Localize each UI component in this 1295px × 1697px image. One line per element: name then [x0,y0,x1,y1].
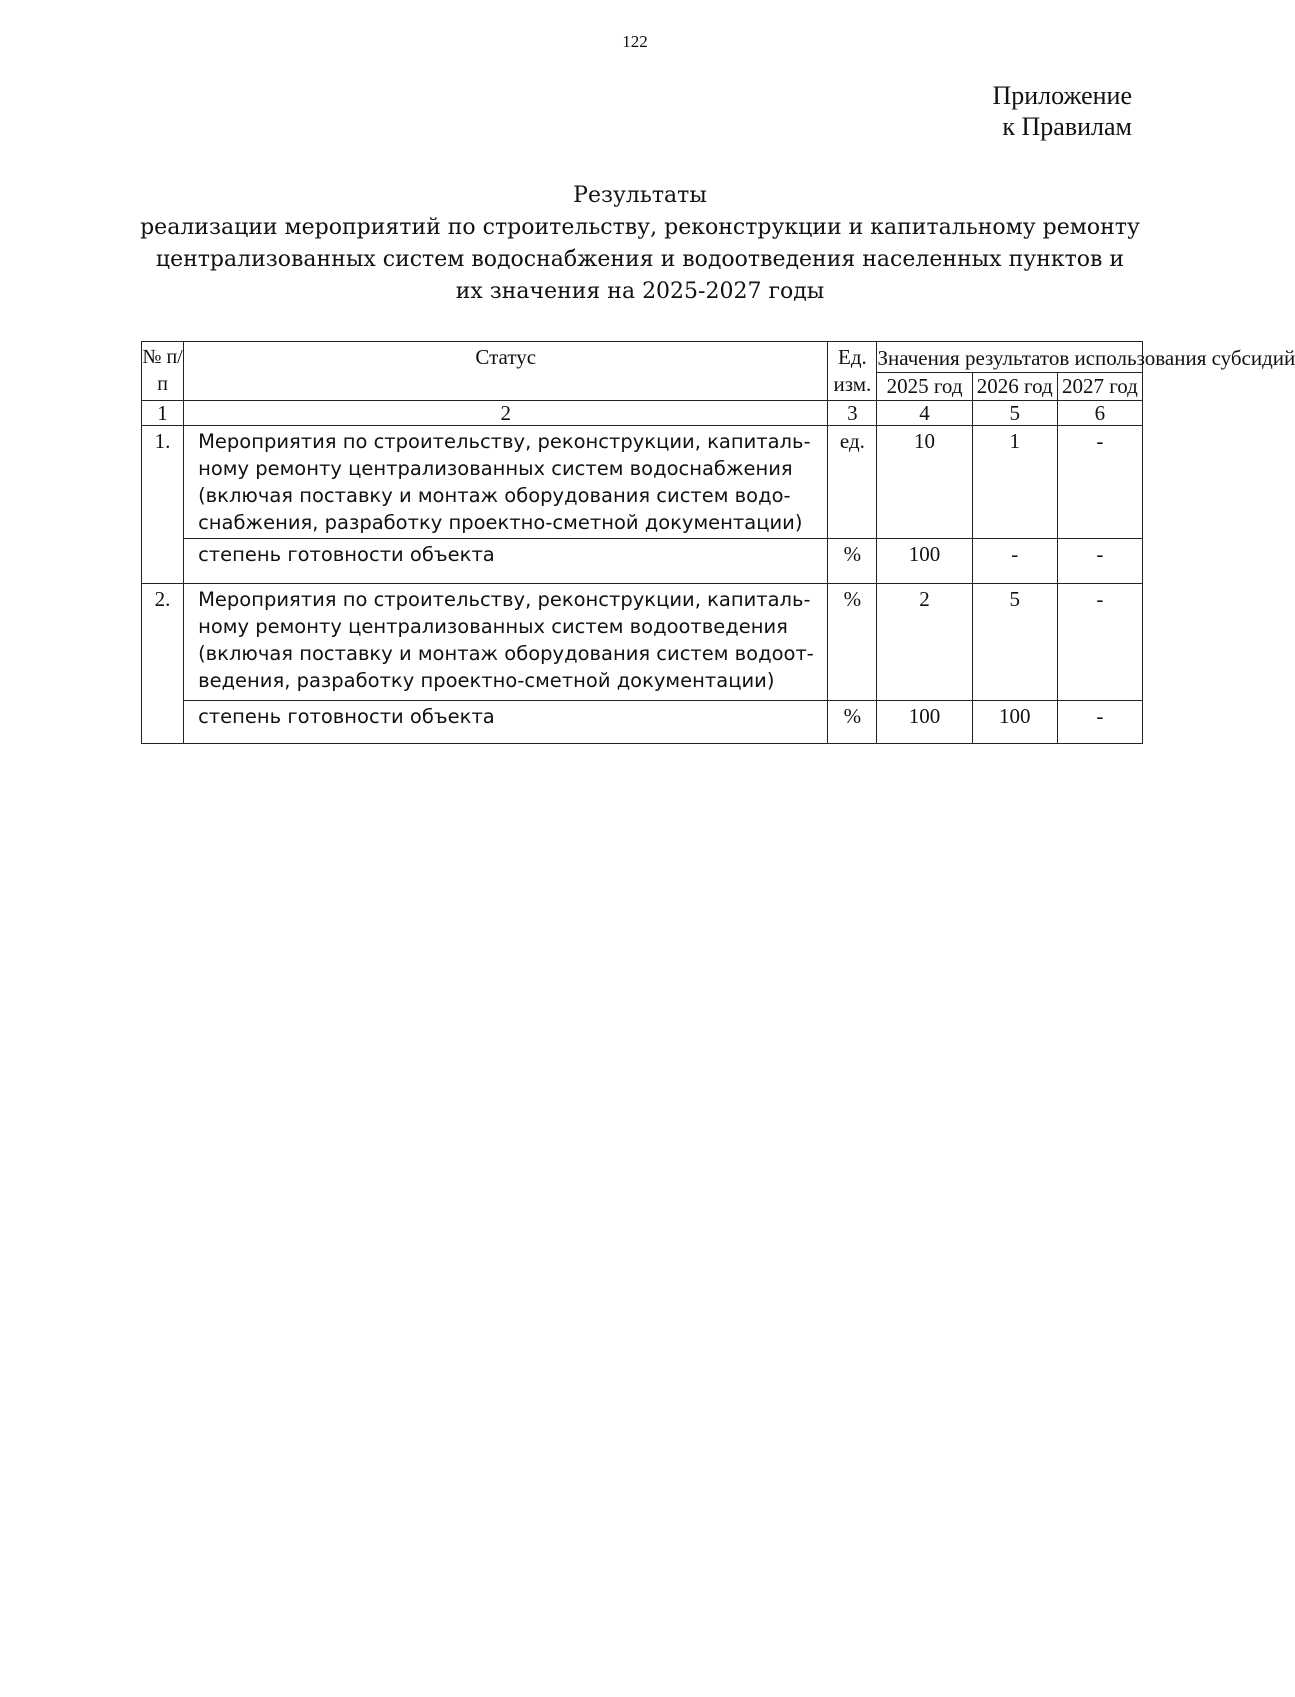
page-number: 122 [622,32,648,51]
row-unit: % [828,539,877,584]
header-status: Статус [184,342,828,401]
row-unit: % [828,701,877,744]
header-unit: Ед. изм. [828,342,877,401]
row-value-2027: - [1057,584,1142,701]
row-number: 2. [142,584,184,744]
header-year-2026: 2026 год [972,373,1057,401]
index-cell: 3 [828,401,877,426]
row-value-2026: - [972,539,1057,584]
appendix-line-2: к Правилам [1002,112,1132,141]
appendix-line-1: Приложение [992,81,1132,110]
row-value-2027: - [1057,426,1142,539]
title-subtitle: реализации мероприятий по строительству, реконструкции и капитальному ремонту централизованных систем водоснабжения и водоотведения населенных пунктов и их значения на 2025-2027 годы [140,215,1140,304]
table-row [142,584,1143,701]
table-row [142,539,1143,584]
results-table [141,341,1295,744]
document-title [140,180,1140,308]
index-cell: 4 [877,401,972,426]
row-status: степень готовности объекта [184,539,828,584]
header-year-2027: 2027 год [1057,373,1142,401]
row-number: 1. [142,426,184,584]
title-main: Результаты [573,183,707,208]
row-value-2026: 1 [972,426,1057,539]
row-status: Мероприятия по строительству, реконструкции, капиталь-ному ремонту централизованных систем водоотведения (включая поставку и монтаж оборудования систем водоот-ведения, разработку проектно-сметной документации) [184,584,828,701]
table-row [142,426,1143,539]
row-unit: % [828,584,877,701]
row-value-2025: 100 [877,539,972,584]
row-value-2027: - [1057,539,1142,584]
row-value-2027: - [1057,701,1142,744]
table-index-row [142,401,1143,426]
row-unit: ед. [828,426,877,539]
index-cell: 1 [142,401,184,426]
row-status: Мероприятия по строительству, реконструкции, капиталь-ному ремонту централизованных систем водоснабжения (включая поставку и монтаж оборудования систем водо-снабжения, разработку проектно-сметной документации) [184,426,828,539]
index-cell: 5 [972,401,1057,426]
row-status: степень готовности объекта [184,701,828,744]
header-num: № п/п [142,342,184,401]
row-value-2026: 100 [972,701,1057,744]
row-value-2025: 100 [877,701,972,744]
header-year-2025: 2025 год [877,373,972,401]
row-value-2025: 2 [877,584,972,701]
row-value-2026: 5 [972,584,1057,701]
index-cell: 2 [184,401,828,426]
row-value-2025: 10 [877,426,972,539]
appendix-label [992,80,1132,142]
table-row [142,701,1143,744]
index-cell: 6 [1057,401,1142,426]
table-header-row [142,342,1143,373]
header-values: Значения результатов использования субсидий [877,342,1143,373]
